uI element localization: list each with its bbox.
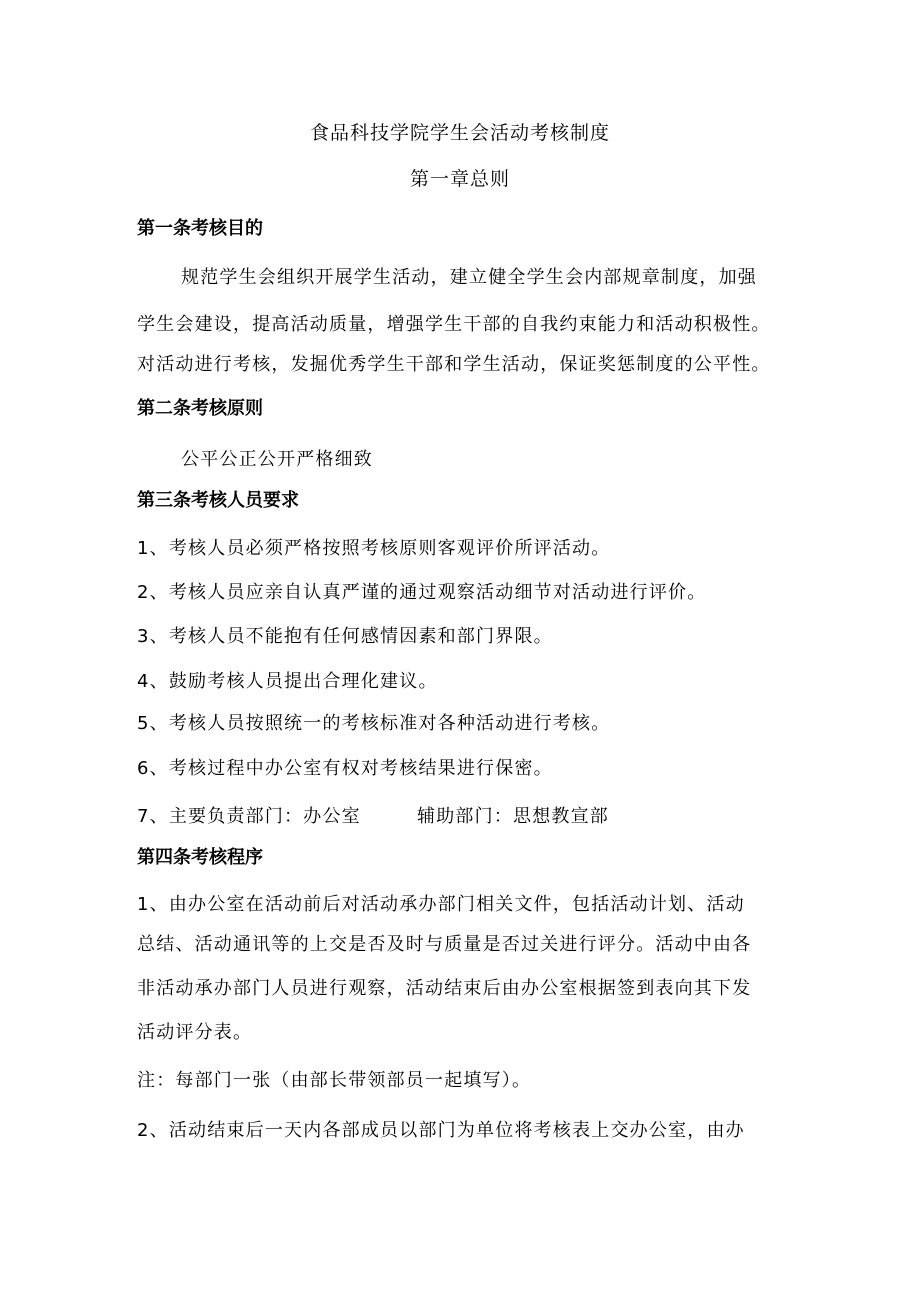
article3-heading: 第三条考核人员要求 (137, 490, 299, 511)
article3-item-4: 4、鼓励考核人员提出合理化建议。 (137, 671, 438, 692)
article4-note: 注：每部门一张（由部长带领部员一起填写）。 (137, 1070, 532, 1091)
article3-item-7-aux: 辅助部门：思想教宣部 (417, 806, 609, 827)
article3-item-7-main: 7、主要负责部门：办公室 (137, 806, 361, 827)
article2-heading: 第二条考核原则 (137, 398, 263, 419)
article4-item2-line-1: 2、活动结束后一天内各部成员以部门为单位将考核表上交办公室，由办 (137, 1120, 745, 1141)
article1-line-1: 规范学生会组织开展学生活动，建立健全学生会内部规章制度，加强 (181, 267, 757, 288)
article1-line-2: 学生会建设，提高活动质量，增强学生干部的自我约束能力和活动积极性。 (137, 314, 771, 335)
article3-item-2: 2、考核人员应亲自认真严谨的通过观察活动细节对活动进行评价。 (137, 582, 707, 603)
article4-item1-line-4: 活动评分表。 (137, 1022, 253, 1043)
article4-item1-line-3: 非活动承办部门人员进行观察，活动结束后由办公室根据签到表向其下发 (137, 978, 752, 999)
article1-line-3: 对活动进行考核，发掘优秀学生干部和学生活动，保证奖惩制度的公平性。 (137, 354, 771, 375)
article4-heading: 第四条考核程序 (137, 847, 263, 868)
chapter-title: 第一章总则 (409, 168, 510, 190)
document-title: 食品科技学院学生会活动考核制度 (309, 122, 610, 144)
article3-item-5: 5、考核人员按照统一的考核标准对各种活动进行考核。 (137, 713, 611, 734)
article3-item-1: 1、考核人员必须严格按照考核原则客观评价所评活动。 (137, 538, 611, 559)
article4-item1-line-1: 1、由办公室在活动前后对活动承办部门相关文件，包括活动计划、活动 (137, 894, 745, 915)
article1-heading: 第一条考核目的 (137, 218, 263, 239)
article3-item-3: 3、考核人员不能抱有任何感情因素和部门界限。 (137, 626, 553, 647)
article4-item1-line-2: 总结、活动通讯等的上交是否及时与质量是否过关进行评分。活动中由各 (137, 934, 752, 955)
article3-item-6: 6、考核过程中办公室有权对考核结果进行保密。 (137, 758, 553, 779)
article2-text: 公平公正公开严格细致 (181, 449, 373, 470)
